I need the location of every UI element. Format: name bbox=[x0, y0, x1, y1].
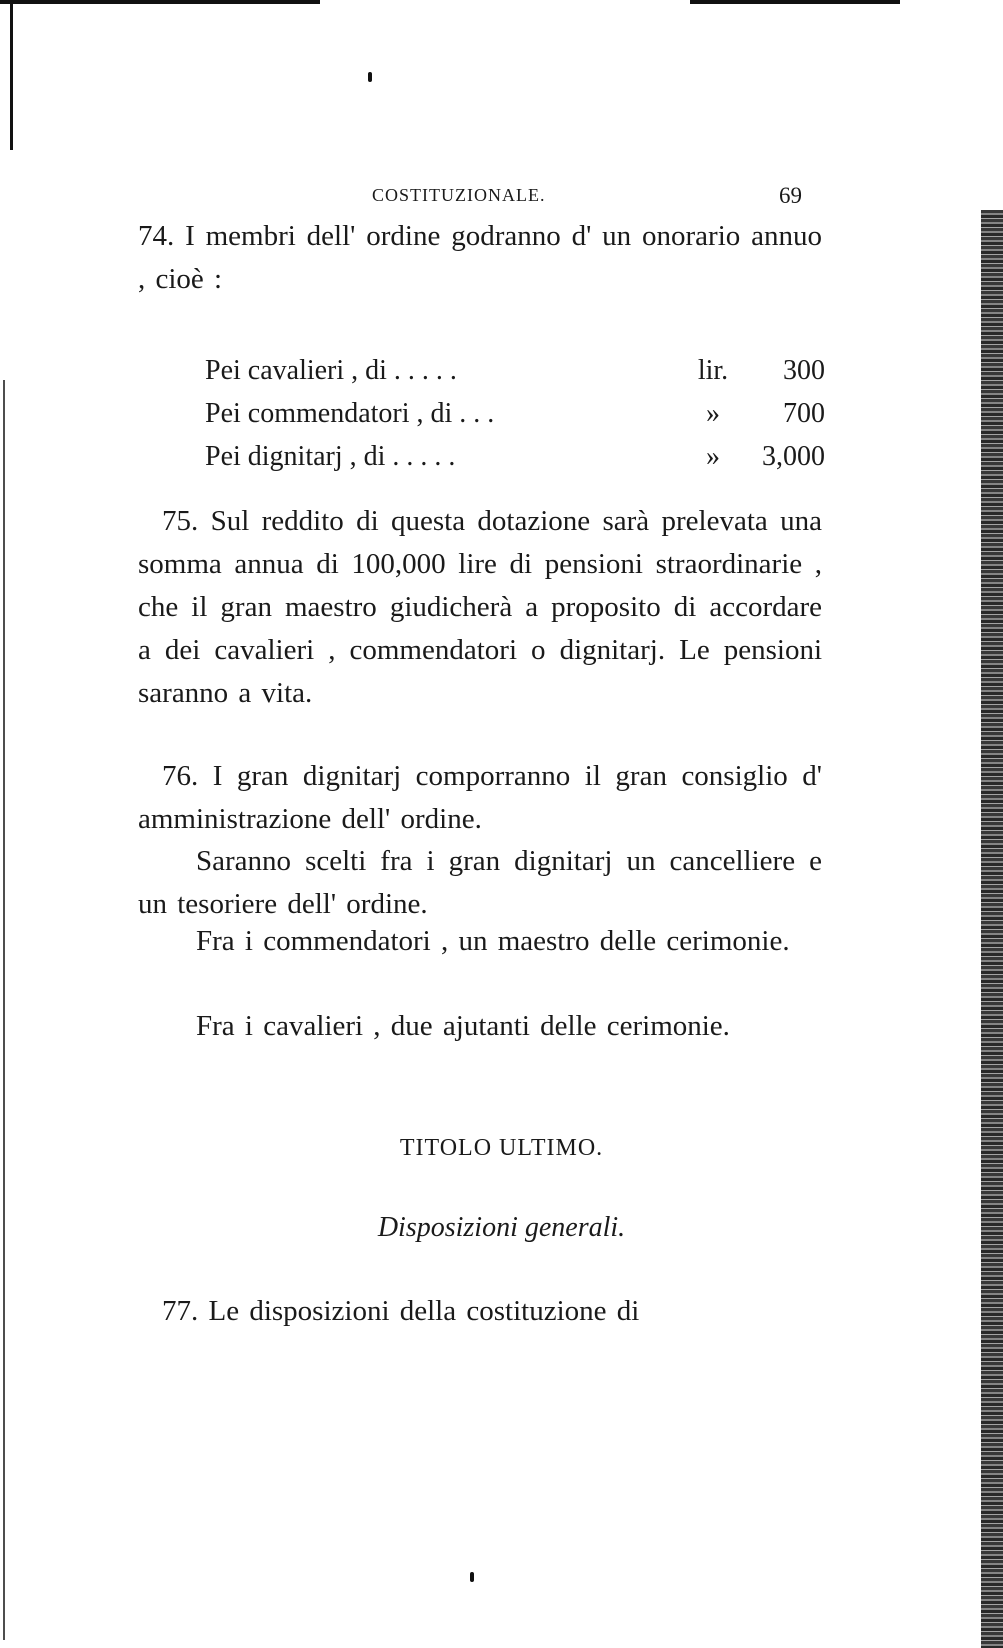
table-row bbox=[205, 398, 825, 441]
article-76-p4: Fra i cavalieri , due ajutanti delle cerimonie. bbox=[196, 1010, 730, 1042]
section-title: TITOLO ULTIMO. bbox=[399, 1135, 604, 1161]
page-number: 69 bbox=[779, 183, 802, 208]
scan-border-top bbox=[0, 0, 1003, 4]
row-amount: 300 bbox=[783, 355, 825, 386]
scan-border-left bbox=[10, 0, 13, 150]
honoraria-table bbox=[205, 355, 825, 484]
row-label: Pei cavalieri , di . . . . . bbox=[205, 355, 457, 386]
row-currency: » bbox=[706, 441, 720, 472]
article-76: 76. I gran dignitarj comporranno il gran consiglio d' amministrazione dell' ordine. bbox=[138, 760, 822, 835]
row-currency: » bbox=[706, 398, 720, 429]
article-76-p2: Saranno scelti fra i gran dignitarj un cancelliere e un tesoriere dell' ordine. bbox=[138, 845, 822, 920]
section-subtitle: Disposizioni generali. bbox=[377, 1212, 626, 1243]
page-header bbox=[0, 185, 1003, 215]
row-amount: 3,000 bbox=[762, 441, 825, 472]
article-75: 75. Sul reddito di questa dotazione sarà prelevata una somma annua di 100,000 lire di pensioni straordinarie , che il gran maestro giudicherà a proposito di accordare a dei cavalieri , commendatori o dignitarj. Le pensioni saranno a vita. bbox=[138, 505, 822, 709]
ink-speck bbox=[368, 72, 372, 82]
ink-speck bbox=[470, 1572, 474, 1582]
article-76-p3: Fra i commendatori , un maestro delle cerimonie. bbox=[196, 925, 790, 957]
table-row bbox=[205, 441, 825, 484]
row-label: Pei dignitarj , di . . . . . bbox=[205, 441, 456, 472]
table-row bbox=[205, 355, 825, 398]
article-77: 77. Le disposizioni della costituzione di bbox=[162, 1295, 640, 1327]
scan-border-left-lower bbox=[3, 380, 5, 1640]
scan-border-right bbox=[981, 210, 1003, 1648]
article-74: 74. I membri dell' ordine godranno d' un onorario annuo , cioè : bbox=[138, 220, 822, 295]
row-amount: 700 bbox=[783, 398, 825, 429]
running-title: COSTITUZIONALE. bbox=[372, 185, 546, 205]
row-currency: lir. bbox=[697, 355, 729, 386]
row-label: Pei commendatori , di . . . bbox=[205, 398, 495, 429]
